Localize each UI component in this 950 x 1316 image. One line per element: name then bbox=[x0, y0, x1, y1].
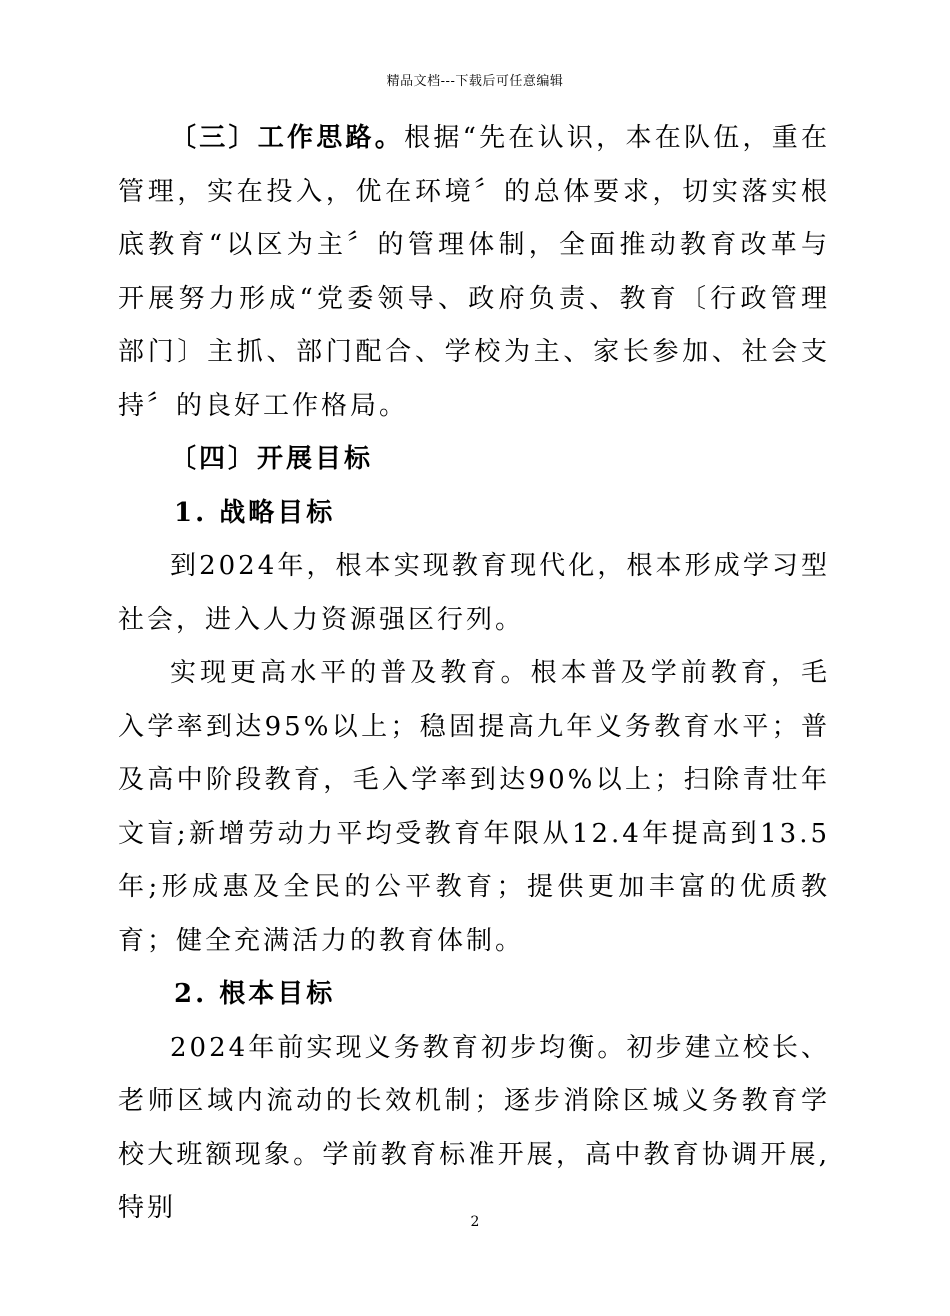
paragraph-work-approach-body: 根据“先在认识，本在队伍，重在管理，实在投入，优在环境〞的总体要求，切实落实根底教育“以区为主〞的管理体制，全面推动教育改革与开展努力形成“党委领导、政府负责、教育〔行政管理部门〕主抓、部门配合、学校为主、家长参加、社会支持〞的良好工作格局。 bbox=[118, 123, 830, 421]
subheading-strategic-goals: 1. 战略目标 bbox=[174, 497, 336, 528]
page-number: 2 bbox=[470, 1214, 480, 1230]
paragraph-basic-goals: 2024年前实现义务教育初步均衡。初步建立校长、老师区域内流动的长效机制；逐步消除区城义务教育学校大班额现象。学前教育标准开展，高中教育协调开展,特别 bbox=[118, 1032, 830, 1223]
paragraph-universal-education: 实现更高水平的普及教育。根本普及学前教育，毛入学率到达95%以上；稳固提高九年义务教育水平；普及高中阶段教育，毛入学率到达90%以上；扫除青壮年文盲;新增劳动力平均受教育年限从12.4年提高到13.5年;形成惠及全民的公平教育；提供更加丰富的优质教育；健全充满活力的教育体制。 bbox=[118, 658, 830, 956]
paragraph-work-approach bbox=[118, 112, 830, 433]
document-body bbox=[118, 112, 830, 1236]
section-4-heading: 〔四〕开展目标 bbox=[170, 444, 374, 474]
page-header: 精品文档---下载后可任意编辑 bbox=[386, 74, 564, 89]
paragraph-strategic-goals: 到2024年，根本实现教育现代化，根本形成学习型社会，进入人力资源强区行列。 bbox=[118, 551, 830, 635]
section-3-lead: 〔三〕工作思路。 bbox=[170, 123, 405, 153]
subheading-basic-goals: 2. 根本目标 bbox=[174, 979, 336, 1009]
